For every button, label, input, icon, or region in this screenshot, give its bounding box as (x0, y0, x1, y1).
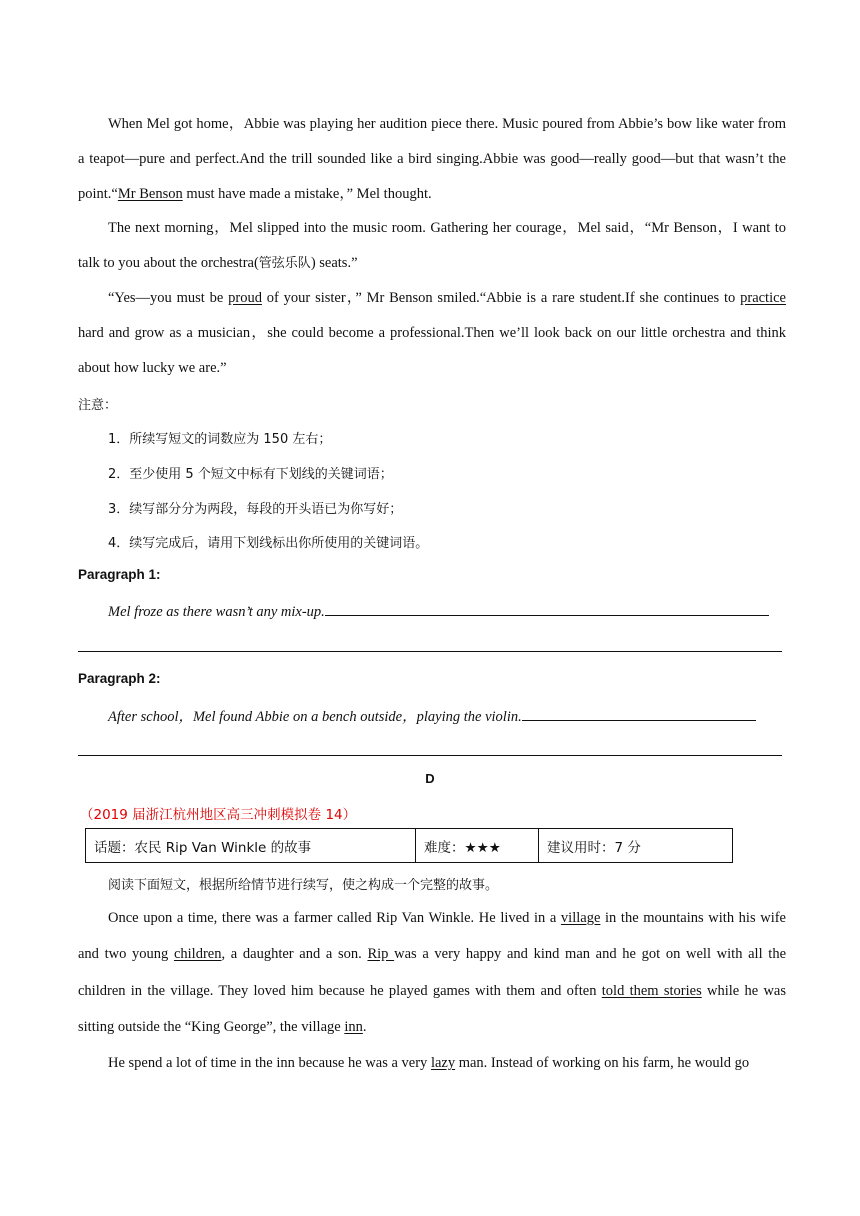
text-run: hard and grow as a musician，she could become a professional.Then we’ll look back on our little orchestra and think about how lucky we are.” (78, 325, 786, 376)
time-cell: 建议用时：7 分 (539, 829, 733, 863)
story-paragraph-1 (78, 107, 786, 212)
underlined-keyword: Mr Benson (117, 186, 183, 202)
paragraph-1-label: Paragraph 1: (78, 567, 161, 582)
underlined-keyword: proud (228, 290, 262, 306)
note-item-4: 4．续写完成后，请用下划线标出你所使用的关键词语。 (108, 536, 429, 551)
story-d-paragraph-2 (78, 1045, 786, 1081)
text-run: “Yes—you must be (108, 290, 229, 306)
underlined-keyword: Rip (367, 946, 395, 963)
text-run: of your sister，” Mr Benson smiled.“Abbie is a rare student.If she continues to (261, 290, 741, 306)
story-d-paragraph-1 (78, 900, 786, 1045)
instruction: 阅读下面短文，根据所给情节进行续写，使之构成一个完整的故事。 (108, 878, 499, 893)
paragraph-2-label: Paragraph 2: (78, 671, 161, 686)
paragraph-2-opening: After school，Mel found Abbie on a bench outside，playing the violin. (108, 709, 522, 725)
text-run: , a daughter and a son. (221, 946, 368, 963)
note-item-1: 1．所续写短文的词数应为 150 左右； (108, 432, 332, 447)
section-letter: D (425, 771, 435, 786)
story-paragraph-2 (78, 211, 786, 281)
text-run: He spend a lot of time in the inn because he was a very (108, 1055, 431, 1071)
answer-blank[interactable] (522, 706, 756, 721)
paragraph-1-start-line (108, 601, 782, 621)
text-run: in the mountains with his wife and two young (78, 910, 786, 963)
answer-line[interactable] (78, 755, 782, 756)
underlined-keyword: lazy (430, 1055, 456, 1071)
underlined-keyword: told them stories (601, 982, 702, 999)
note-item-3: 3．续写部分分为两段，每段的开头语已为你写好； (108, 502, 403, 517)
text-run: Once upon a time, there was a farmer called Rip Van Winkle. He lived in a (108, 910, 561, 926)
text-run: ) seats.” (310, 255, 358, 271)
answer-blank[interactable] (325, 601, 769, 616)
info-table (85, 828, 733, 863)
paragraph-2-start-line (108, 705, 756, 726)
difficulty-cell: 难度：★★★ (416, 829, 539, 863)
source-citation: （2019 届浙江杭州地区高三冲刺模拟卷 14） (80, 807, 357, 823)
text-run: while he was sitting outside the “King George”, the village (78, 982, 787, 1035)
text-run: was a very happy and kind man and he got on well with all the children in the village. They loved him because he played games with them and often (78, 946, 787, 999)
text-run: must have made a mistake，” Mel thought. (182, 186, 432, 202)
text-run: . (362, 1018, 367, 1035)
underlined-keyword: children (173, 946, 222, 963)
chinese-gloss: 管弦乐队 (258, 256, 311, 271)
note-item-2: 2．至少使用 5 个短文中标有下划线的关键词语； (108, 467, 393, 482)
topic-cell: 话题：农民 Rip Van Winkle 的故事 (86, 829, 416, 863)
text-run: When Mel got home，Abbie was playing her audition piece there. Music poured from Abbie’s bow like water from a teapot—pure and perfect.And the trill sounded like a bird singing.Abbie was good—really good—but that wasn’t the point.“ (78, 116, 786, 202)
paragraph-1-opening: Mel froze as there wasn’t any mix-up. (108, 604, 325, 620)
text-run: The next morning，Mel slipped into the music room. Gathering her courage，Mel said，“Mr Benson，I want to talk to you about the orchestra( (78, 220, 786, 271)
underlined-keyword: practice (740, 290, 786, 306)
story-paragraph-3 (78, 281, 786, 386)
answer-line[interactable] (78, 651, 782, 652)
notes-title: 注意： (78, 398, 118, 413)
underlined-keyword: village (560, 910, 601, 926)
text-run: man. Instead of working on his farm, he would go (455, 1055, 750, 1071)
underlined-keyword: inn (344, 1018, 363, 1035)
